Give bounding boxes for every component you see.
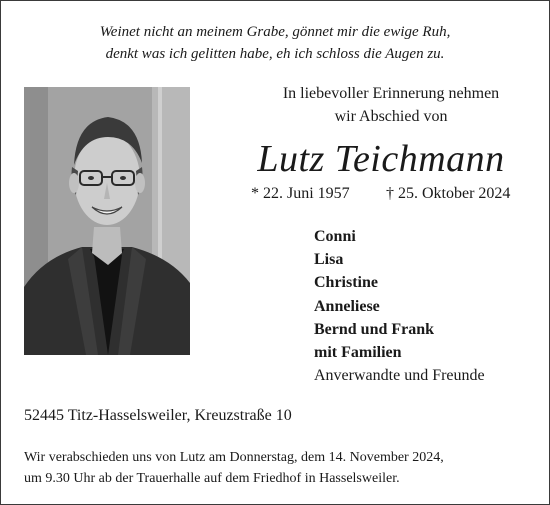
mourners-list <box>314 225 485 387</box>
mourning-address: 52445 Titz-Hasselsweiler, Kreuzstraße 10 <box>24 407 292 424</box>
birth-date: * 22. Juni 1957 <box>251 185 350 202</box>
remembrance-line-2: wir Abschied von <box>334 108 448 125</box>
funeral-line-2: um 9.30 Uhr ab der Trauerhalle auf dem Friedhof in Hasselsweiler. <box>24 471 400 486</box>
memorial-verse <box>1 21 549 65</box>
portrait-photo <box>24 87 190 355</box>
mourners-relatives: Anverwandte und Freunde <box>314 367 485 385</box>
mourner-name: Lisa <box>314 251 344 269</box>
mourner-name: Bernd und Frank <box>314 320 435 338</box>
remembrance-line-1: In liebevoller Erinnerung nehmen <box>282 85 500 102</box>
funeral-line-1: Wir verabschieden uns von Lutz am Donnerstag, dem 14. November 2024, <box>24 450 444 465</box>
verse-line-2: denkt was ich gelitten habe, eh ich schloss die Augen zu. <box>105 46 445 62</box>
mourner-name: Conni <box>314 228 356 245</box>
mourner-name: mit Familien <box>314 344 402 362</box>
death-date: † 25. Oktober 2024 <box>386 185 511 202</box>
mourner-name: Anneliese <box>314 297 380 315</box>
verse-line-1: Weinet nicht an meinem Grabe, gönnet mir die ewige Ruh, <box>99 24 451 40</box>
mourner-name: Christine <box>314 274 378 292</box>
funeral-details <box>24 447 444 489</box>
remembrance-intro <box>241 82 541 128</box>
deceased-name: Lutz Teichmann <box>257 138 505 180</box>
